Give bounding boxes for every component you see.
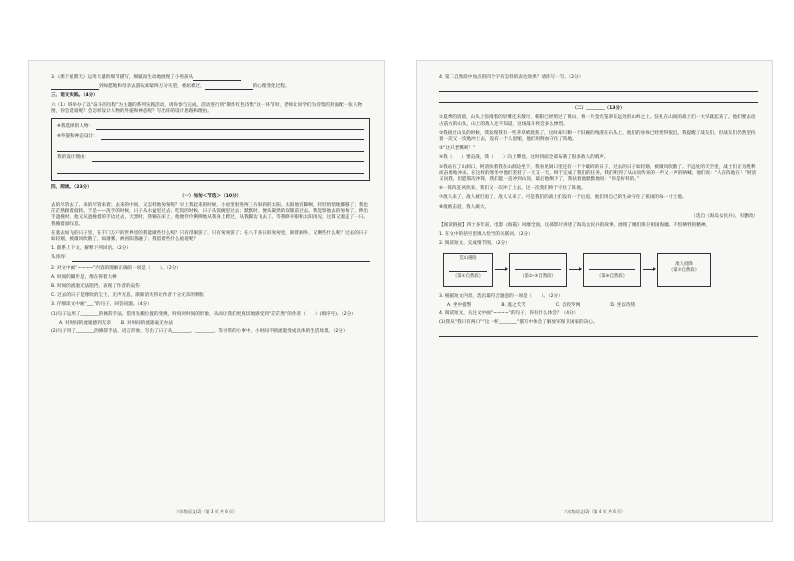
box-answer-line[interactable] (57, 144, 364, 152)
page-3-footer: 六年级语文(2)（第 3 页 共 6 页） (175, 508, 238, 514)
r-q4-answer-line[interactable] (439, 329, 758, 337)
q3-text-cont: 到如愿地和母亲去游玩却最终万分失望，委屈难过， 的心理变化过程。 (51, 84, 370, 90)
flow-box-4: 敌人投降 （第⑦自然段） (657, 253, 711, 287)
section-3-heading: 三、语文实践。（4分） (51, 93, 98, 99)
question-3: 3. 仔细读文中画“___”的句子，回答问题。（4分） (51, 302, 152, 308)
q3-blank-1[interactable] (193, 75, 241, 81)
reading-2-paragraph-5: ⑤我站在了山洞口，阿清扶着我在山洞边坐下，我看见洞口里还有一个个破碎的日子，过去的日子如轻烟，被微风吹散了。不远处的天空里，战士们正为胜利而奋勇地冲杀，在这样的寒冬中他们坚持了一天又一天，终于完成了我们的任务。我们听到了从山顶传来的一声又一声的呐喊，他们说：“人在阵地在！”阿清又问我，但愿那次冲锋，我们能一直冲到山顶，最后他倒下了，我扶着他默默地说：“你是好样的。” (439, 164, 757, 183)
question-2-option-c[interactable]: C. 过去的日子是像吹的尘土，无声无息，渐渐消失得让作者十分无奈的惆怅 (51, 293, 205, 299)
design-answer-box (51, 118, 370, 181)
reading-1-paragraph-2: 在逃去如飞的日子里，在千门万户的世界里的我能做些什么呢？只有徘徊罢了，只有匆匆罢了；在八千多日的匆匆里，除徘徊外，又剩些什么呢？过去的日子如轻烟，被微风吹散了，如薄雾，被初阳蒸融了；我留着些什么痕迹呢？ (51, 230, 368, 243)
flow-arrow-3 (643, 269, 655, 270)
page-4-footer: 六年级语文(2)（第 4 页 共 6 页） (563, 508, 626, 514)
reading-2-paragraph-4: ④我（ ）要奋战，我（ ）向上攀登，这时四面全部布满了很多敌人的哨声。 (439, 155, 609, 161)
box-line-person[interactable]: ※我选择的人物： (57, 124, 364, 130)
q4-answer-line[interactable] (439, 95, 758, 103)
q3-blank-3[interactable] (205, 84, 253, 90)
question-3-option-a[interactable]: A. 对时间的流逝感到无奈 (59, 320, 111, 326)
reading-2-paragraph-2: ②我接过山头的时候，我发现我有一些茅草被烧焦了，这时却只剩一个旧碗的残渣在石头上，他们的身体已经变得很沉，我提醒了战友们，但战友们仍然坚持着一次又一次地冲上去，没有一个人退缩，他们用鲜血守住了阵地。 (439, 130, 756, 143)
reading-1-title: （一）匆匆＜节选＞（10分） (179, 193, 242, 199)
r-q3-option-b[interactable]: B. 逃之夭夭 (501, 302, 526, 308)
exam-page-4 (416, 60, 773, 522)
r-q3-option-c[interactable]: C. 自投罗网 (555, 302, 581, 308)
question-2: 2. 对文中画“~~~~”内容的理解正确的一项是（ ）。（2分） (51, 265, 181, 271)
reading-2-paragraph-3: ③“这只老鹰呵！” (439, 146, 476, 152)
question-2-option-b[interactable]: B. 时间的流逝无法阻挡，表现了作者的哀伤 (51, 284, 140, 290)
reading-2-paragraph-6: ⑥一阵阵狂风吹来，我们又一次冲了上去，这一次我们终于守住了阵地。 (439, 186, 586, 192)
flow-box-1: 荒山遇险 （第①自然段） (443, 253, 493, 287)
question-3-part-1: (1)句子运用了________的修辞手法，借用先搬位置的变换，时间对时间的形象，从而让我们更真切地感受到“茫茫然”的作者（ ）(填序号)。（2分） (51, 311, 356, 317)
q3-text: 3.《那个星期天》运用大量的细节描写，细腻而生动地展现了小男孩从 (51, 75, 370, 81)
flow-box-2[interactable]: （第②-⑤自然段） (509, 253, 567, 287)
page-3-content (51, 75, 370, 507)
flow-arrow-1 (495, 269, 507, 270)
box-answer-line[interactable] (57, 166, 364, 174)
exam-page-3 (28, 60, 385, 522)
r-question-4: 4. 阅读短文，关注文中画“~~~~”的句子，你有什么体会？（4分） (439, 311, 579, 317)
r-question-1: 1. 在文中的括号里填入恰当的关联词。（2分） (439, 232, 533, 238)
reading-2-paragraph-8: ⑧敌被击退，我人做大。 (439, 204, 490, 210)
question-3-part-2: (2)句子用了________的修辞手法，语言形象，写出了日子从________、________、等寻常的小事中，小时间不断流逝变成具体的生活场景。（2分） (51, 329, 348, 335)
question-3-options (59, 321, 370, 327)
reading-2-paragraph-7: ⑦敌人来了，敌人被打退了，敌人又来了，可是我们的战士们没有一个后退，他们用自己的生命守住了祖国的每一寸土地。 (439, 195, 687, 201)
question-1: 1. 联系上下文，解释下列词语。（2分） (51, 246, 131, 252)
r-question-2: 2. 阅读短文，完成情节图。（2分） (439, 241, 510, 247)
reading-2-paragraph-1: ①夏季的清晨，山头上弥漫着的轻雾还未散尽，朝阳已经照过了黄山，将一片金光笼罩在远处的山岭之上。驻扎在山间的战士们一大早就起来了。他们要去攻占前方的山头，山上的敌人还不知道，这场战斗将会多么惨烈。 (439, 115, 756, 127)
r-q3-option-d[interactable]: D. 坐以待毙 (610, 302, 636, 308)
question-3-option-b[interactable]: B. 对时间的流逝毫无办法 (120, 320, 173, 326)
reading-link: 【阅读链接】四十多年前，电影《海霞》风靡全国，这部影片讲述了海岛女民兵的故事，展现了她们保卫祖国海疆、不怕牺牲的精神。 (439, 223, 711, 229)
reading-2-title: （二）________（13分） (572, 106, 625, 112)
r-question-4-part-1: (1)我从“我只有两口”“这一杯________”描写中体会了解放军保卫国家的决心。 (439, 320, 598, 326)
q3-blank-2[interactable] (51, 84, 99, 90)
box-line-reason[interactable]: 我的设计理由： (57, 155, 364, 161)
question-1-answer[interactable]: 头涔涔： (51, 255, 370, 261)
reading-1-paragraph-1: 去的尽管去了，来的尽管来着；去来的中间，又怎样地匆匆呢？早上我起来的时候，小屋里射进两三方斜斜的太阳。太阳他有脚啊，轻轻悄悄地挪移了；我也茫茫然跟着旋转。于是——洗手的时候，日子从水盆里过去；吃饭的时候，日子从饭碗里过去；默默时，便从凝然的双眼前过去。我觉察他去的匆匆了，伸出手遮挽时，他又从遮挽着的手边过去，天黑时，我躺在床上，他便伶伶俐俐地从我身上跨过，从我脚边飞去了。等我睁开眼和太阳再见，这算又溜走了一日。我掩着面叹息。 (51, 203, 368, 227)
page-4-content (439, 75, 758, 507)
question-4: 4. 第二自然段中加点的四个字有怎样的表达效果？请你写一写。（2分） (439, 75, 584, 80)
flow-arrow-2 (569, 269, 581, 270)
r-question-3: 3. 根据短文内容，选出最符合题意的一项是（ ）。（2分） (439, 293, 563, 299)
section-3-prompt: 六（1）班举办了以“奋斗的历程”为主题的系列实践活动，请你参与完成。活动进行到“制作红色诗集”这一环节时，老师让同学们为诗集的封面配一张人物图，你会选谁呢？会怎样设计人物的外貌和神态呢？写出你的设计思路和理由。 (51, 102, 363, 114)
q4-answer-line[interactable] (439, 84, 758, 92)
r-question-3-options (447, 303, 758, 309)
reading-2-source: （选自《海岛女民兵》，有删改） (691, 213, 758, 219)
question-2-option-a[interactable]: A. 时间的脚步是，像在挥着大棒 (51, 274, 117, 280)
flow-box-3[interactable]: （第⑥自然段） (583, 253, 641, 287)
section-4-heading: 四、阅读。（23分） (51, 184, 92, 190)
r-q3-option-a[interactable]: A. 坐中提警 (447, 302, 472, 308)
box-line-appearance[interactable]: ※外貌和神态设计： (57, 134, 364, 140)
plot-flowchart (439, 251, 758, 291)
